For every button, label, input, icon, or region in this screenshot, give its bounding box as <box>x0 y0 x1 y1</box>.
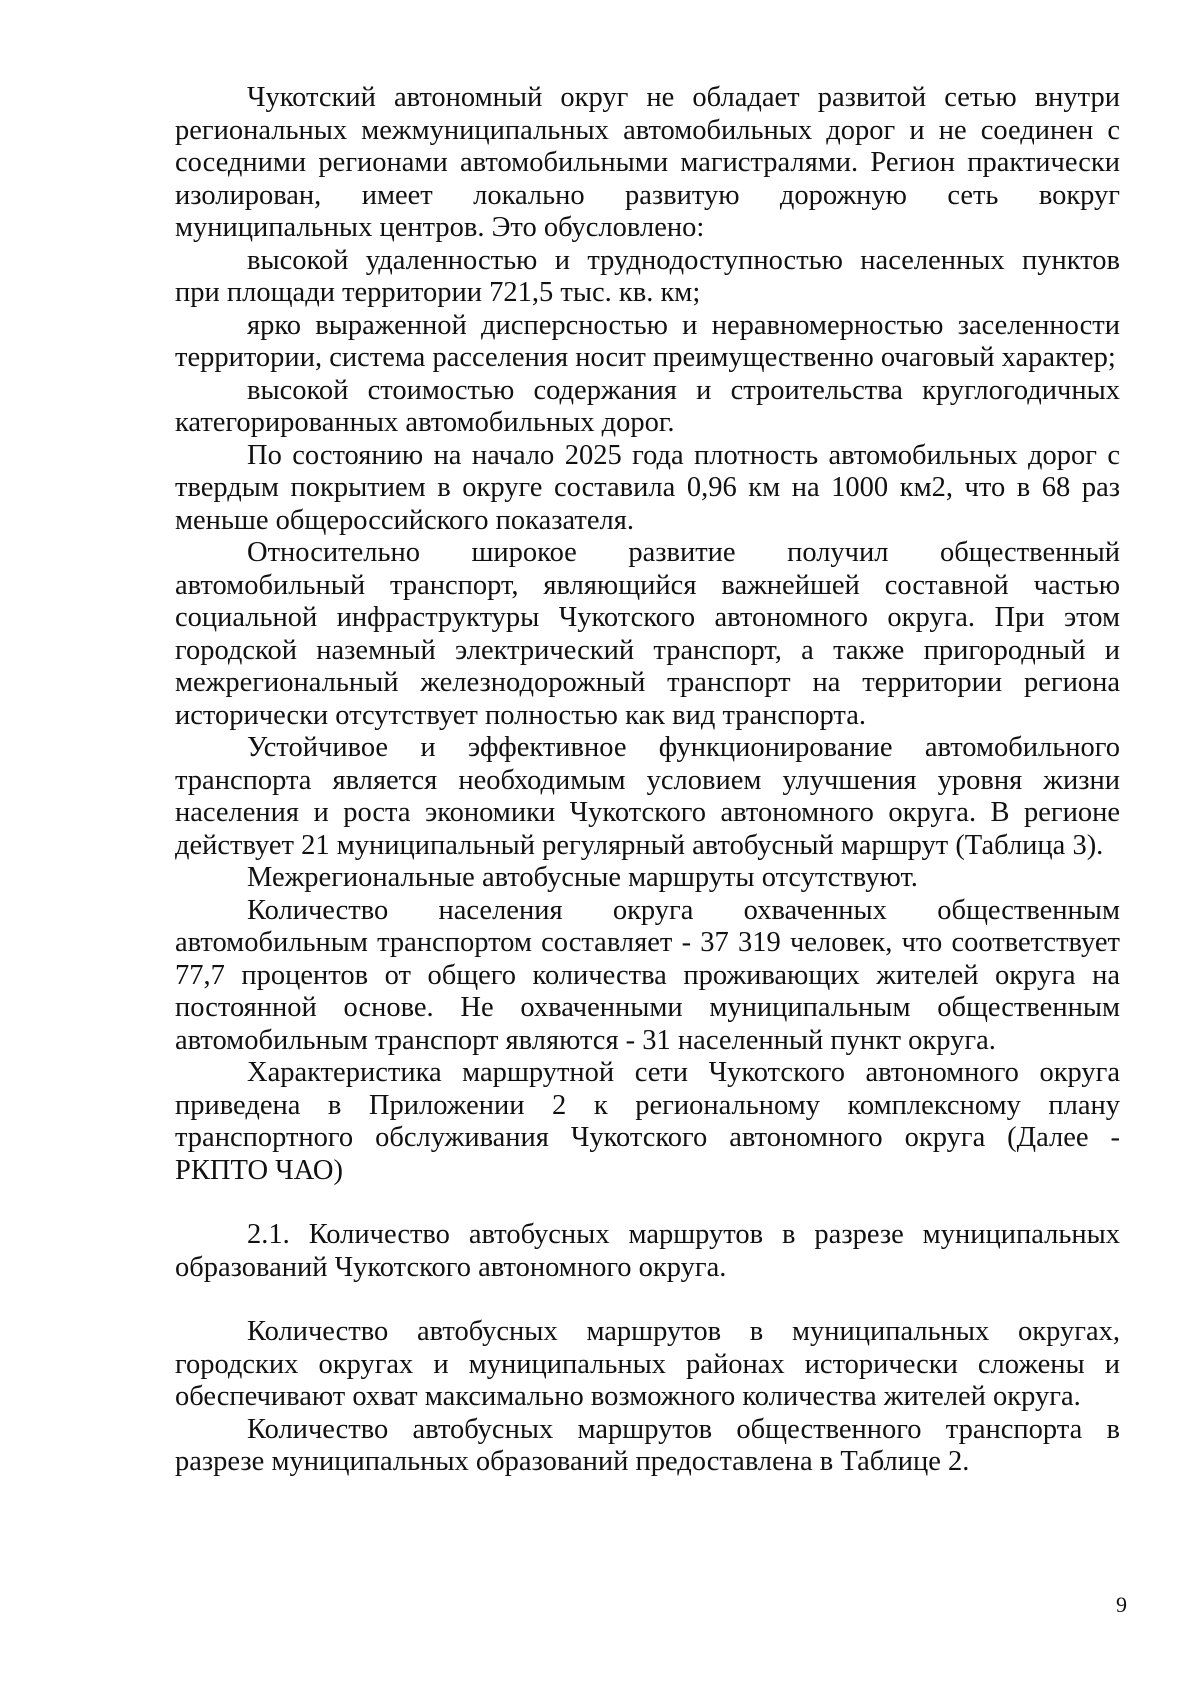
section-paragraph-table-reference: Количество автобусных маршрутов общественного транспорта в разрезе муниципальных образований предоставлена в Таблице 2. <box>175 1413 1120 1477</box>
paragraph-bus-routes: Устойчивое и эффективное функционирование автомобильного транспорта является необходимым условием улучшения уровня жизни населения и роста экономики Чукотского автономного округа. В регионе действует 21 муниципальный регулярный автобусный маршрут (Таблица 3). <box>175 732 1120 861</box>
paragraph-interregional: Межрегиональные автобусные маршруты отсутствуют. <box>247 862 918 893</box>
paragraph-cost: высокой стоимостью содержания и строительства круглогодичных категорированных автомобильных дорог. <box>175 374 1120 438</box>
paragraph-remoteness: высокой удаленностью и труднодоступностью населенных пунктов при площади территории 721,5 тыс. кв. км; <box>175 244 1120 308</box>
paragraph-public-transport: Относительно широкое развитие получил общественный автомобильный транспорт, являющийся важнейшей составной частью социальной инфраструктуры Чукотского автономного округа. При этом городской наземный электрический транспорт, а также пригородный и межрегиональный железнодорожный транспорт на территории региона исторически отсутствует полностью как вид транспорта. <box>175 537 1120 731</box>
section-heading: 2.1. Количество автобусных маршрутов в разрезе муниципальных образований Чукотского автономного округа. <box>175 1219 1120 1283</box>
paragraph-route-characteristics: Характеристика маршрутной сети Чукотского автономного округа приведена в Приложении 2 к региональному комплексному плану транспортного обслуживания Чукотского автономного округа (Далее - РКПТО ЧАО) <box>175 1057 1120 1186</box>
paragraph-road-network: Чукотский автономный округ не обладает развитой сетью внутри региональных межмуниципальных автомобильных дорог и не соединен с соседними регионами автомобильными магистралями. Регион практически изолирован, имеет локально развитую дорожную сеть вокруг муниципальных центров. Это обусловлено: <box>175 82 1120 243</box>
page-number: 9 <box>1116 1592 1127 1617</box>
paragraph-population-coverage: Количество населения округа охваченных общественным автомобильным транспортом составляет - 37 319 человек, что соответствует 77,7 процентов от общего количества проживающих жителей округа на постоянной основе. Не охваченными муниципальным общественным автомобильным транспорт являются - 31 населенный пункт округа. <box>175 894 1120 1056</box>
paragraph-density: По состоянию на начало 2025 года плотность автомобильных дорог с твердым покрытием в округе составила 0,96 км на 1000 км2, что в 68 раз меньше общероссийского показателя. <box>175 439 1120 536</box>
document-body <box>175 82 1120 1479</box>
paragraph-dispersion: ярко выраженной дисперсностью и неравномерностью заселенности территории, система расселения носит преимущественно очаговый характер; <box>175 309 1120 373</box>
section-paragraph-routes: Количество автобусных маршрутов в муниципальных округах, городских округах и муниципальных районах исторически сложены и обеспечивают охват максимально возможного количества жителей округа. <box>175 1316 1120 1412</box>
